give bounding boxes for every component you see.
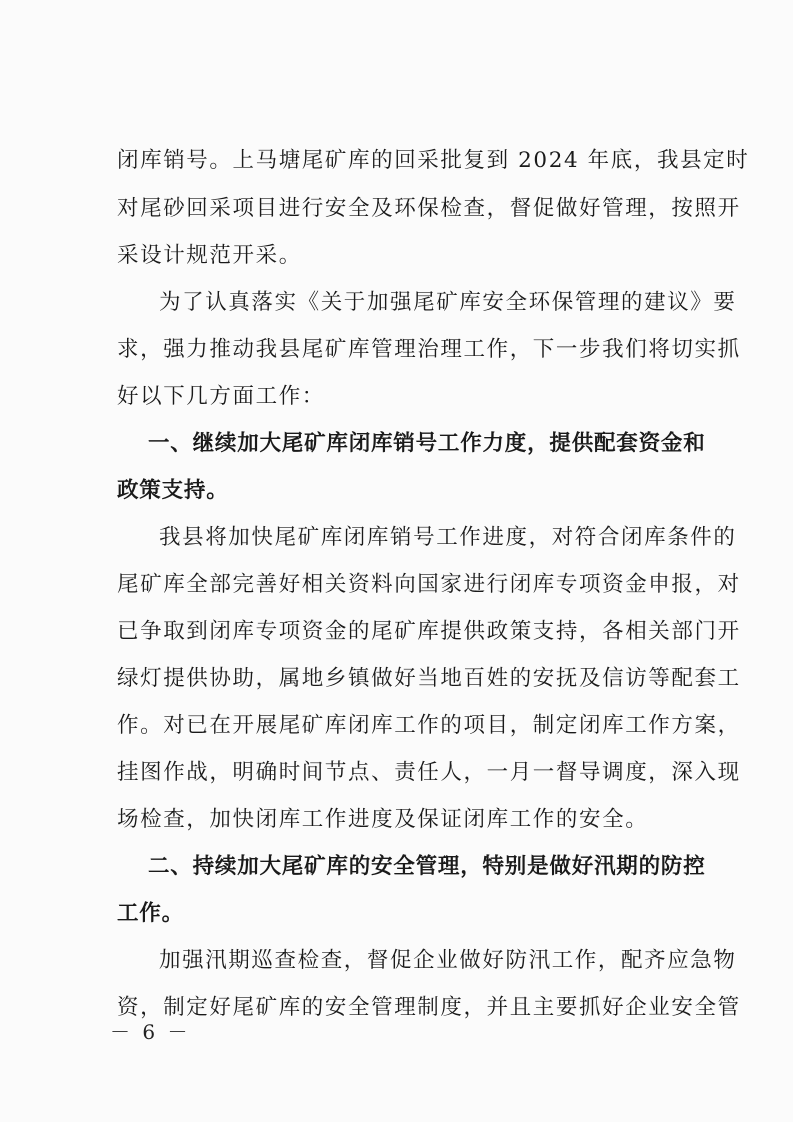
text-line: 挂图作战，明确时间节点、责任人，一月一督导调度，深入现: [117, 760, 741, 785]
text-line: 尾矿库全部完善好相关资料向国家进行闭库专项资金申报，对: [117, 572, 741, 597]
page-number: － 6 －: [110, 1020, 191, 1044]
text-line: 对尾砂回采项目进行安全及环保检查，督促做好管理，按照开: [117, 196, 741, 221]
text-line: 求，强力推动我县尾矿库管理治理工作，下一步我们将切实抓: [117, 337, 741, 362]
text-line: 已争取到闭库专项资金的尾矿库提供政策支持，各相关部门开: [117, 619, 741, 644]
text-line: 采设计规范开采。: [117, 243, 302, 268]
section-heading-1: 一、继续加大尾矿库闭库销号工作力度，提供配套资金和: [148, 431, 706, 456]
paragraph-first-line: 加强汛期巡查检查，督促企业做好防汛工作，配齐应急物: [159, 948, 737, 973]
paragraph-first-line: 为了认真落实《关于加强尾矿库安全环保管理的建议》要: [159, 290, 737, 315]
text-line: 绿灯提供协助，属地乡镇做好当地百姓的安抚及信访等配套工: [117, 666, 741, 691]
text-line: 资，制定好尾矿库的安全管理制度，并且主要抓好企业安全管: [117, 995, 741, 1020]
text-line: 闭库销号。上马塘尾矿库的回采批复到 2024 年底，我县定时: [117, 148, 750, 173]
text-line: 好以下几方面工作：: [117, 384, 325, 409]
text-line: 作。对已在开展尾矿库闭库工作的项目，制定闭库工作方案，: [117, 713, 741, 738]
section-heading-2: 二、持续加大尾矿库的安全管理，特别是做好汛期的防控: [148, 854, 706, 879]
section-heading-1-cont: 政策支持。: [117, 478, 229, 503]
section-heading-2-cont: 工作。: [117, 901, 184, 926]
text-line: 场检查，加快闭库工作进度及保证闭库工作的安全。: [117, 807, 649, 832]
paragraph-first-line: 我县将加快尾矿库闭库销号工作进度，对符合闭库条件的: [159, 525, 737, 550]
